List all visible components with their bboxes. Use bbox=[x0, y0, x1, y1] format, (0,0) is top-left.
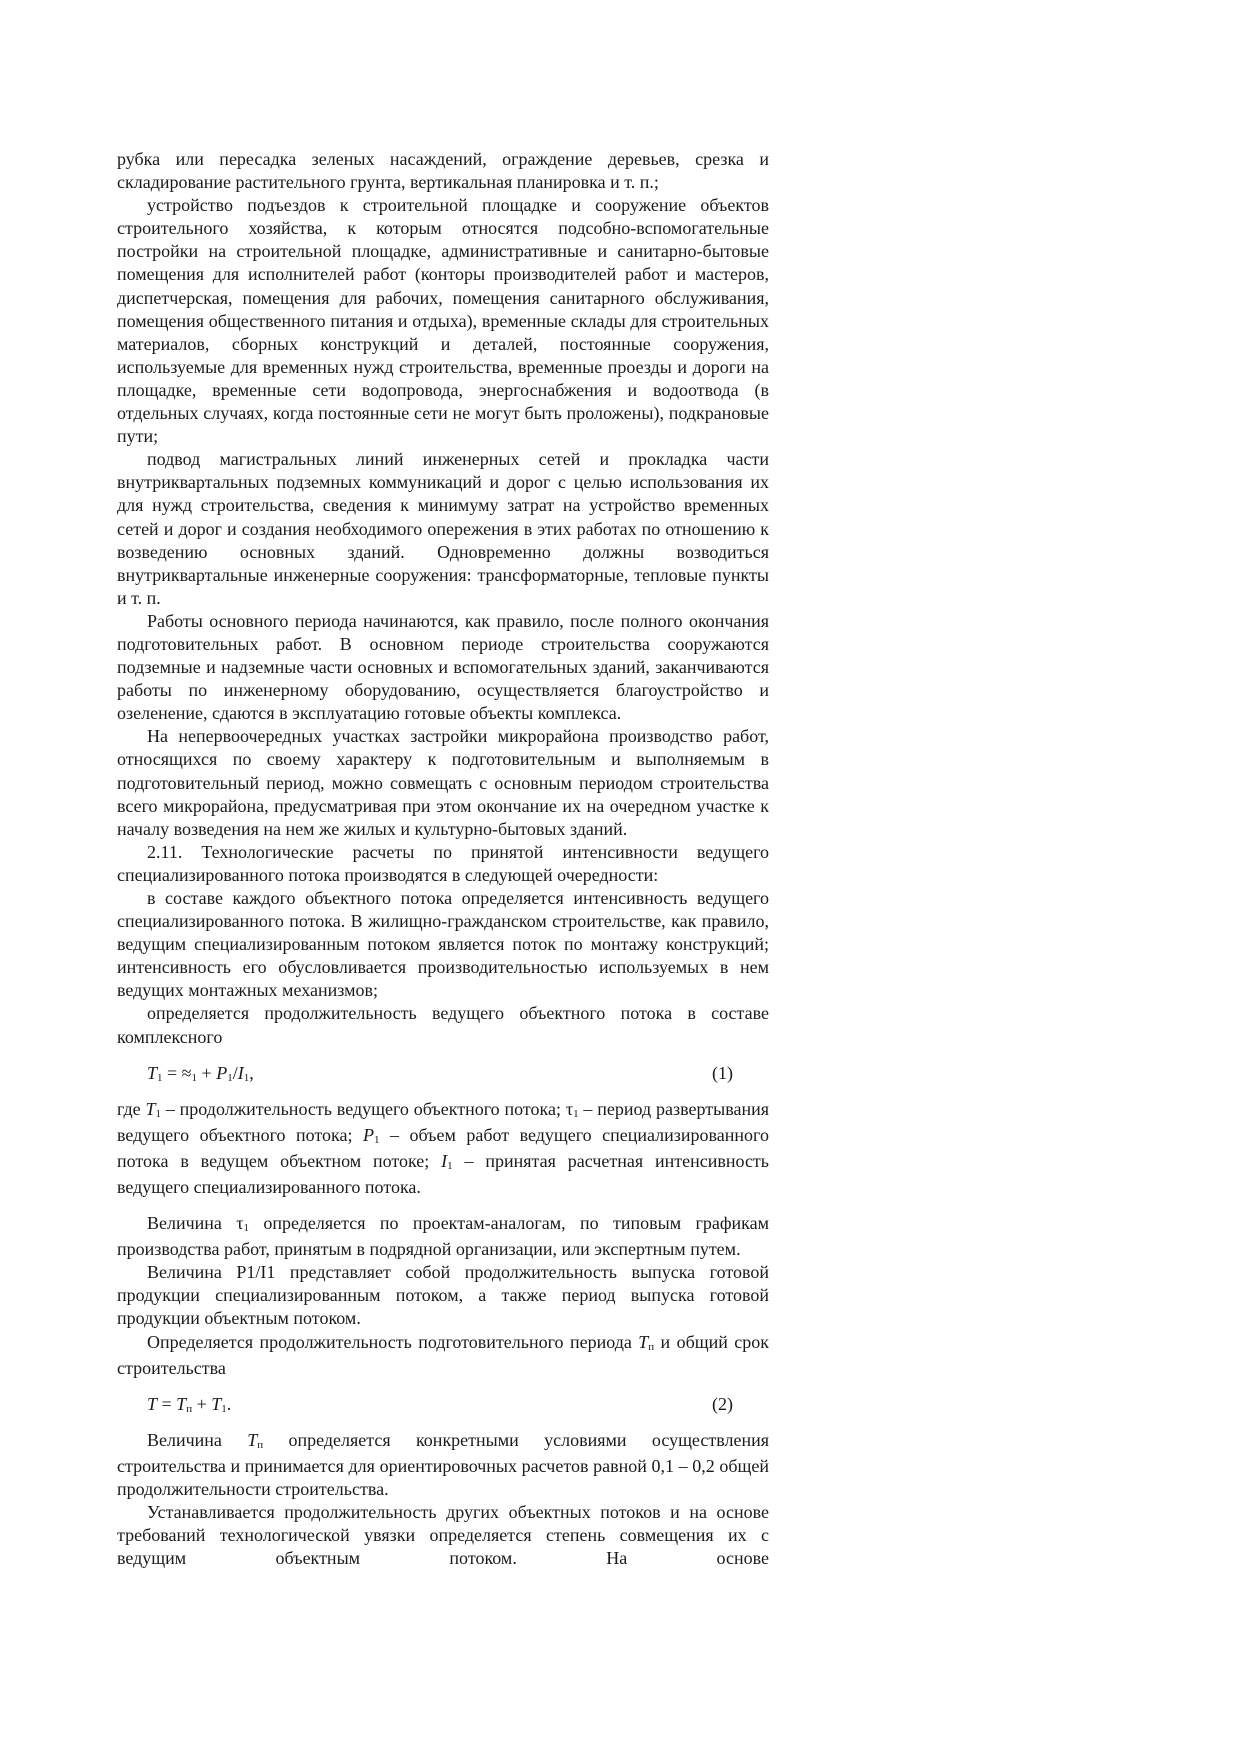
paragraph: рубка или пересадка зеленых насаждений, ограждение деревьев, срезка и складирование растительного грунта, вертикальная планировка и т. п.; bbox=[117, 149, 769, 193]
paragraph: подвод магистральных линий инженерных сетей и прокладка части внутриквартальных подземных коммуникаций и дорог с целью использования их для нужд строительства, сведения к минимуму затрат на устройство временных сетей и дорог и создания необходимого опережения в этих работах по отношению к возведению основных зданий. Одновременно должны возводиться внутриквартальные инженерные сооружения: трансформаторные, тепловые пункты и т. п. bbox=[117, 449, 769, 608]
spacer bbox=[117, 1199, 769, 1212]
paragraph: Работы основного периода начинаются, как правило, после полного окончания подготовительных работ. В основном периоде строительства сооружаются подземные и надземные части основных и вспомогательных зданий, заканчиваются работы по инженерному оборудованию, осуществляется благоустройство и озеленение, сдаются в эксплуатацию готовые объекты комплекса. bbox=[117, 610, 769, 724]
paragraph: На непервоочередных участках застройки микрорайона производство работ, относящихся по своему характеру к подготовительным и выполняемым в подготовительный период, можно совмещать с основным периодом строительства всего микрорайона, предусматривая при этом окончание их на очередном участке к началу возведения на нем же жилых и культурно-бытовых зданий. bbox=[117, 726, 769, 839]
equation-1 bbox=[117, 1062, 769, 1085]
document-page bbox=[117, 148, 769, 1570]
paragraph: 2.11. Технологические расчеты по принятой интенсивности ведущего специализированного потока производятся в следующей очередности: bbox=[117, 841, 769, 885]
paragraph: Величина Р1/I1 представляет собой продолжительность выпуска готовой продукции специализированным потоком, а также период выпуска готовой продукции объектным потоком. bbox=[117, 1262, 769, 1329]
equation-2 bbox=[117, 1393, 769, 1416]
paragraph: в составе каждого объектного потока определяется интенсивность ведущего специализированного потока. В жилищно-гражданском строительстве, как правило, ведущим специализированным потоком является поток по монтажу конструкций; интенсивность его обусловливается производительностью используемых в нем ведущих монтажных механизмов; bbox=[117, 888, 769, 1001]
paragraph: Величина $\tau_1$ определяется по проектам-аналогам, по типовым графикам производства работ, принятым в подрядной организации, или экспертным путем. bbox=[117, 1213, 769, 1260]
equation-number: (2) bbox=[712, 1393, 733, 1414]
paragraph: устройство подъездов к строительной площадке и сооружение объектов строительного хозяйства, к которым относятся подсобно-вспомогательные постройки на строительной площадке, административные и санитарно-бытовые помещения для исполнителей работ (конторы производителей работ и мастеров, диспетчерская, помещения для рабочих, помещения санитарного обслуживания, помещения общественного питания и отдыха), временные склады для строительных материалов, сборных конструкций и деталей, постоянные сооружения, используемые для временных нужд строительства, временные проезды и дороги на площадке, временные сети водопровода, энергоснабжения и водоотвода (в отдельных случаях, когда постоянные сети не могут быть проложены), подкрановые пути; bbox=[117, 195, 769, 447]
paragraph: Величина $T_п$ определяется конкретными условиями осуществления строительства и принимается для ориентировочных расчетов равной 0,1 – 0,2 общей продолжительности строительства. bbox=[117, 1429, 769, 1499]
paragraph: Устанавливается продолжительность других объектных потоков и на основе требований технологической увязки определяется степень совмещения их с ведущим объектным потоком. На основе bbox=[117, 1501, 769, 1569]
paragraph: Определяется продолжительность подготовительного периода $T_п$ и общий срок строительства bbox=[117, 1331, 769, 1378]
equation-body: $T_1 = \approx_1 + P_1/I_1$, bbox=[147, 1062, 254, 1084]
equation-body: $T = T_п + T_1$. bbox=[147, 1393, 232, 1415]
paragraph-where: где $T_1$ – продолжительность ведущего объектного потока; $\tau_1$ – период развертывания ведущего объектного потока; $P_1$ – объем работ ведущего специализированного потока в ведущем объектном потоке; $I_1$ – принятая расчетная интенсивность ведущего специализированного потока. bbox=[117, 1098, 770, 1197]
paragraph: определяется продолжительность ведущего объектного потока в составе комплексного bbox=[117, 1003, 769, 1047]
equation-number: (1) bbox=[712, 1062, 733, 1083]
